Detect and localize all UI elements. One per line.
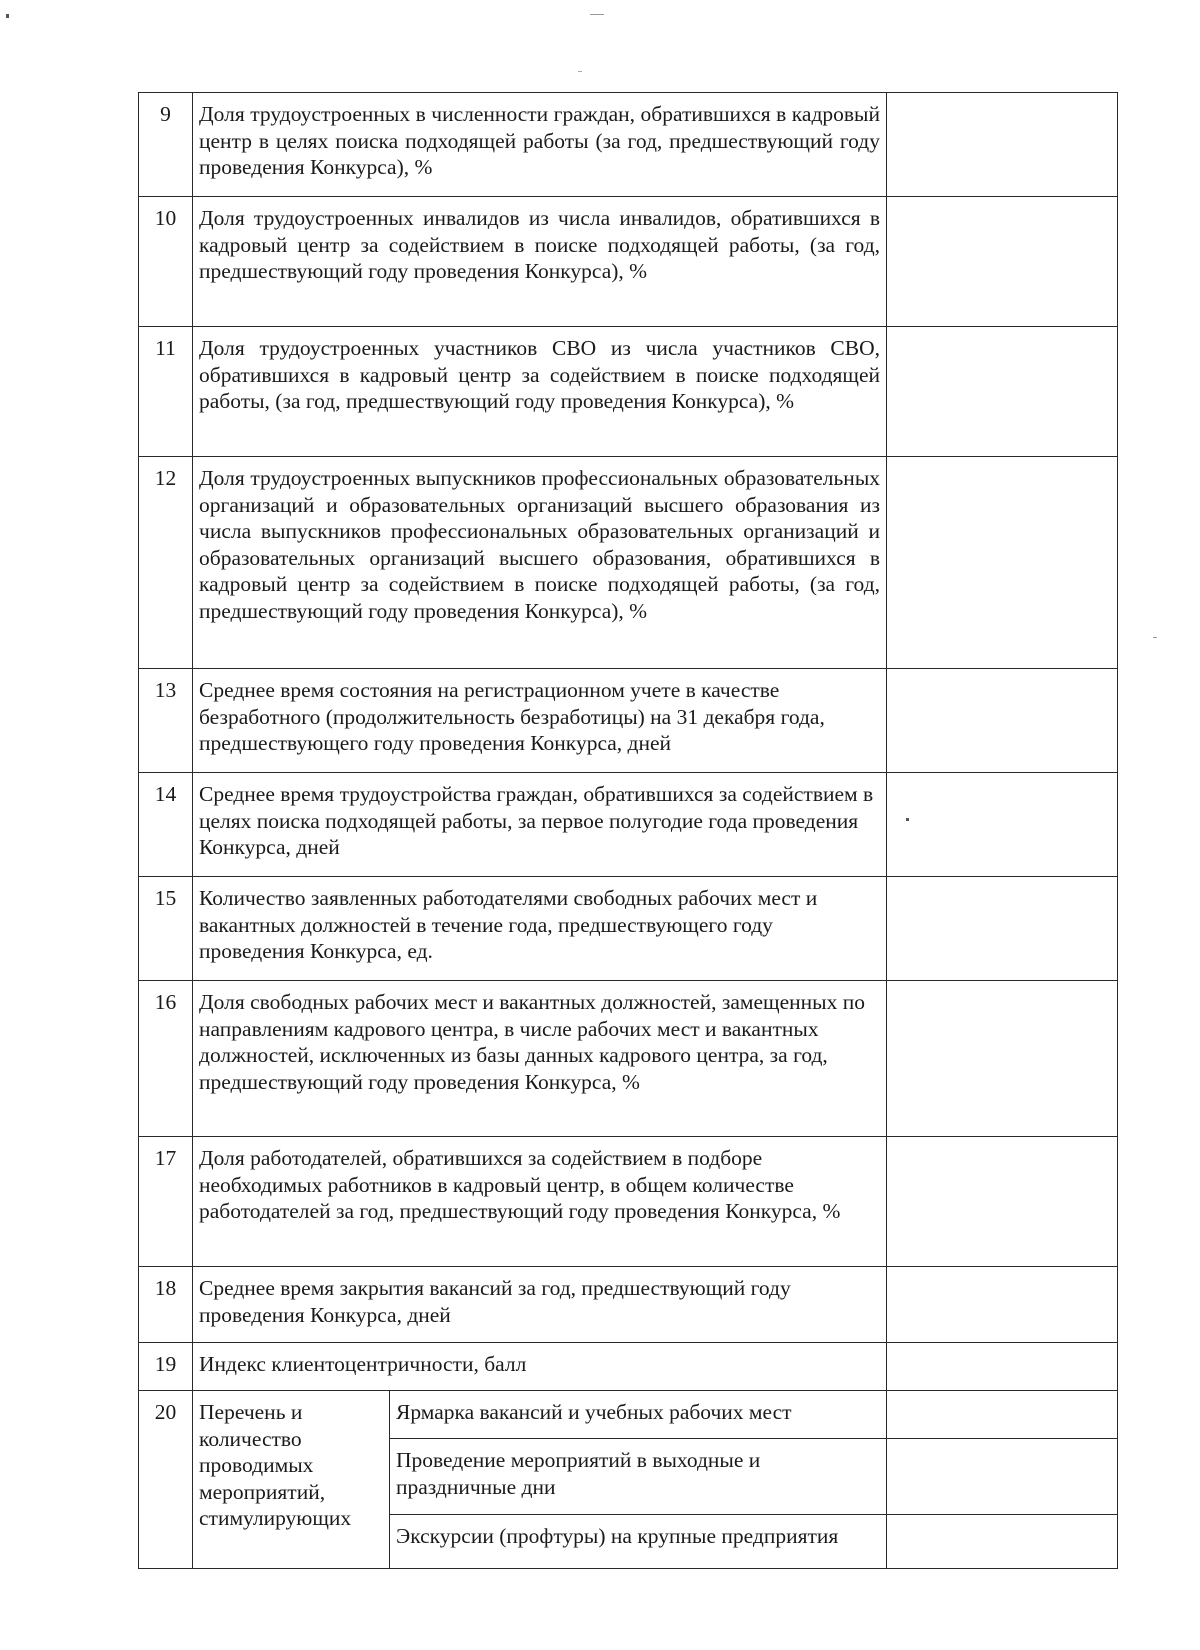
row-number: 12	[139, 457, 193, 669]
value-cell[interactable]	[887, 981, 1118, 1137]
event-item: Экскурсии (профтуры) на крупные предприятия	[390, 1515, 887, 1569]
table-row	[139, 877, 1118, 981]
row-description: Доля трудоустроенных инвалидов из числа инвалидов, обратившихся в кадровый центр за содействием в поиске подходящей работы, (за год, предшествующий году проведения Конкурса), %	[193, 197, 887, 327]
row-number: 20	[139, 1391, 193, 1569]
event-item: Ярмарка вакансий и учебных рабочих мест	[390, 1391, 887, 1439]
table-row	[139, 93, 1118, 197]
value-cell[interactable]	[887, 773, 1118, 877]
row-description: Индекс клиентоцентричности, балл	[193, 1343, 887, 1391]
row-number: 9	[139, 93, 193, 197]
row-number: 10	[139, 197, 193, 327]
row-description: Доля трудоустроенных в численности граждан, обратившихся в кадровый центр в целях поиска подходящей работы (за год, предшествующий году проведения Конкурса), %	[193, 93, 887, 197]
scan-mark	[590, 14, 604, 15]
value-cell[interactable]	[887, 197, 1118, 327]
table-row	[139, 1391, 1118, 1439]
row-description: Среднее время закрытия вакансий за год, предшествующий году проведения Конкурса, дней	[193, 1267, 887, 1343]
scan-mark	[1153, 637, 1157, 638]
value-cell[interactable]	[887, 327, 1118, 457]
row-description: Доля трудоустроенных выпускников профессиональных образовательных организаций и образовательных организаций высшего образования из числа выпускников профессиональных образовательных организаций и образовательных организаций высшего образования, обратившихся в кадровый центр за содействием в поиске подходящей работы, (за год, предшествующий году проведения Конкурса), %	[193, 457, 887, 669]
table-row	[139, 327, 1118, 457]
criteria-table	[138, 92, 1118, 1569]
table-row	[139, 1343, 1118, 1391]
row-number: 14	[139, 773, 193, 877]
row-description: Количество заявленных работодателями свободных рабочих мест и вакантных должностей в течение года, предшествующего году проведения Конкурса, ед.	[193, 877, 887, 981]
row-number: 18	[139, 1267, 193, 1343]
value-cell[interactable]	[887, 1439, 1118, 1515]
table-row	[139, 197, 1118, 327]
row-description: Доля трудоустроенных участников СВО из числа участников СВО, обратившихся в кадровый центр за содействием в поиске подходящей работы, (за год, предшествующий году проведения Конкурса), %	[193, 327, 887, 457]
table-row	[139, 457, 1118, 669]
row-description: Доля свободных рабочих мест и вакантных должностей, замещенных по направлениям кадрового центра, в числе рабочих мест и вакантных должностей, исключенных из базы данных кадрового центра, за год, предшествующий году проведения Конкурса, %	[193, 981, 887, 1137]
row-description: Перечень и количество проводимых мероприятий, стимулирующих	[193, 1391, 390, 1569]
row-number: 19	[139, 1343, 193, 1391]
event-item: Проведение мероприятий в выходные и праздничные дни	[390, 1439, 887, 1515]
table-row	[139, 669, 1118, 773]
row-description: Среднее время состояния на регистрационном учете в качестве безработного (продолжительность безработицы) на 31 декабря года, предшествующего году проведения Конкурса, дней	[193, 669, 887, 773]
value-cell[interactable]	[887, 1515, 1118, 1569]
table-row	[139, 981, 1118, 1137]
row-number: 13	[139, 669, 193, 773]
row-number: 16	[139, 981, 193, 1137]
value-cell[interactable]	[887, 1343, 1118, 1391]
row-description: Среднее время трудоустройства граждан, обратившихся за содействием в целях поиска подходящей работы, за первое полугодие года проведения Конкурса, дней	[193, 773, 887, 877]
row-description: Доля работодателей, обратившихся за содействием в подборе необходимых работников в кадровый центр, в общем количестве работодателей за год, предшествующий году проведения Конкурса, %	[193, 1137, 887, 1267]
value-cell[interactable]	[887, 457, 1118, 669]
scan-mark	[578, 71, 582, 72]
value-cell[interactable]	[887, 669, 1118, 773]
row-number: 17	[139, 1137, 193, 1267]
value-cell[interactable]	[887, 877, 1118, 981]
table-row	[139, 1137, 1118, 1267]
value-cell[interactable]	[887, 93, 1118, 197]
row-number: 15	[139, 877, 193, 981]
row-number: 11	[139, 327, 193, 457]
value-cell[interactable]	[887, 1137, 1118, 1267]
table-row	[139, 773, 1118, 877]
scan-mark	[6, 14, 9, 18]
table-row	[139, 1267, 1118, 1343]
value-cell[interactable]	[887, 1391, 1118, 1439]
value-cell[interactable]	[887, 1267, 1118, 1343]
